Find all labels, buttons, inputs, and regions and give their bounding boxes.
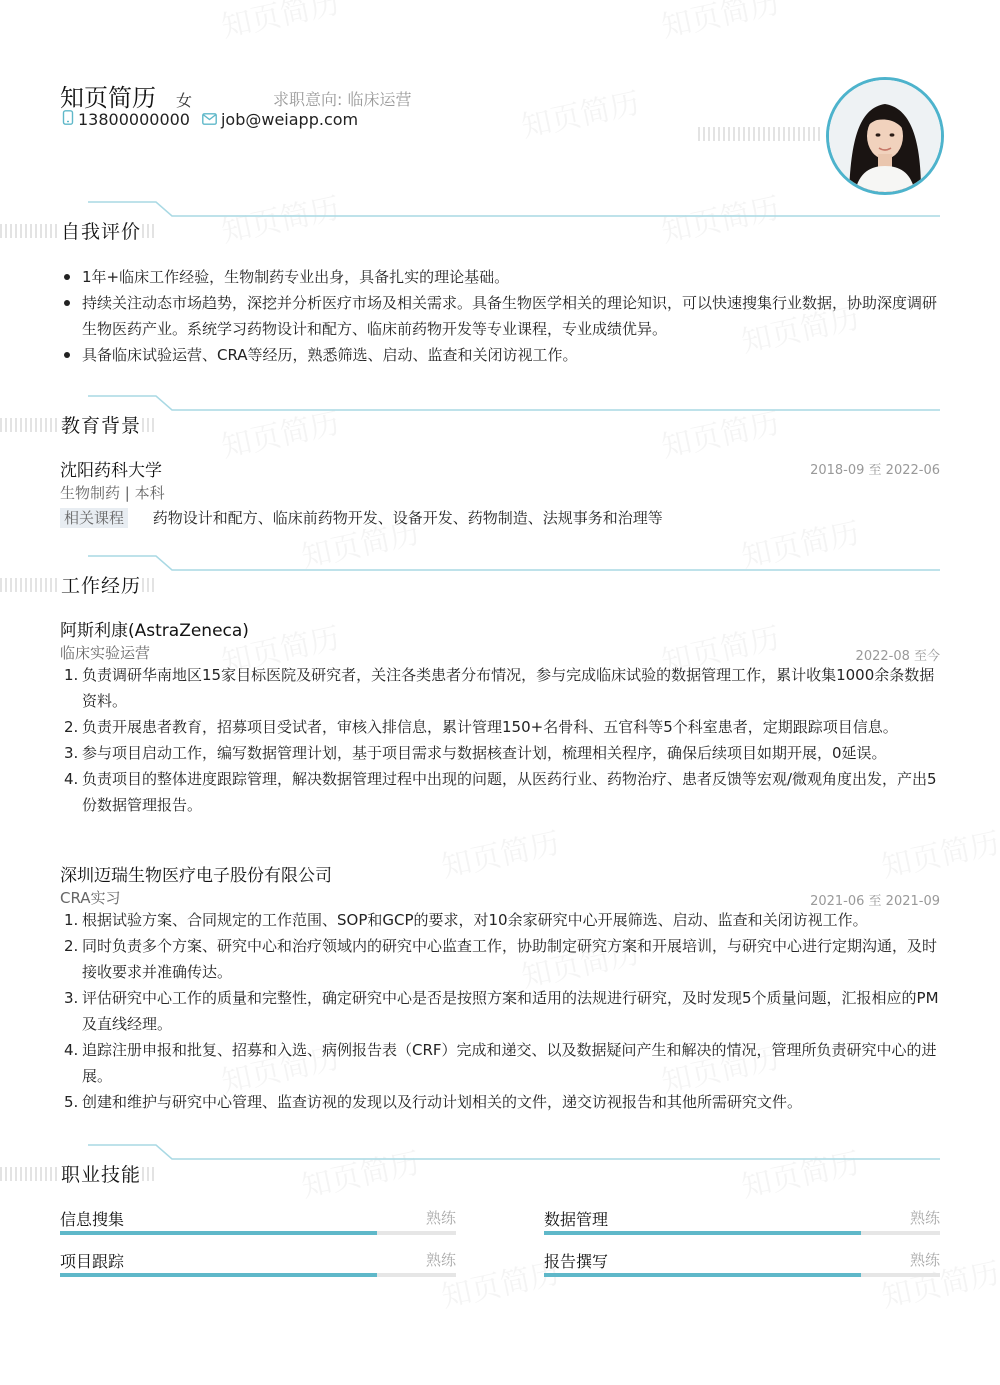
phone-number: 13800000000 (78, 110, 190, 129)
skill-bar-track (544, 1273, 940, 1277)
stripe-decoration (0, 418, 58, 432)
skill-bar-fill (60, 1231, 377, 1235)
watermark (217, 0, 344, 46)
list-item-text: 创建和维护与研究中心管理、监查访视的发现以及行动计划相关的文件，递交访视报告和其他所需研究文件。 (82, 1093, 803, 1111)
list-item-text: 根据试验方案、合同规定的工作范围、SOP和GCP的要求，对10余家研究中心开展筛选、启动、监查和关闭访视工作。 (82, 911, 868, 929)
skill-level: 熟练 (909, 1209, 940, 1227)
list-item: 4. 追踪注册申报和批复、招募和入选、病例报告表（CRF）完成和递交、以及数据疑问产生和解决的情况，管理所负责研究中心的进展。 (64, 1041, 937, 1085)
skill-item (60, 1249, 456, 1279)
avatar (826, 77, 944, 195)
stripe-decoration (142, 578, 156, 592)
list-item: 3. 参与项目启动工作，编写数据管理计划，基于项目需求与数据核查计划，梳理相关程序，确保后续项目如期开展，0延误。 (64, 744, 887, 762)
skill-bar-track (60, 1231, 456, 1235)
skill-level: 熟练 (425, 1209, 456, 1227)
skill-name: 报告撰写 (544, 1252, 609, 1271)
job-date: 2022-08 至今 (855, 649, 940, 664)
list-item: 持续关注动态市场趋势，深挖并分析医疗市场及相关需求。具备生物医学相关的理论知识，可以快速搜集行业数据，协助深度调研生物医药产业。系统学习药物设计和配方、临床前药物开发等专业课程，专业成绩优异。 (60, 290, 940, 342)
job-role: 临床实验运营 (60, 644, 151, 662)
list-item-text: 参与项目启动工作，编写数据管理计划，基于项目需求与数据核查计划，梳理相关程序，确保后续项目如期开展，0延误。 (82, 744, 887, 762)
courses-tag: 相关课程 (60, 508, 128, 528)
section-title: 职业技能 (61, 1164, 142, 1186)
skill-bar-fill (544, 1231, 861, 1235)
list-item-text: 负责开展患者教育，招募项目受试者，审核入排信息，累计管理150+名骨科、五官科等5个科室患者，定期跟踪项目信息。 (82, 718, 898, 736)
list-item: 具备临床试验运营、CRA等经历，熟悉筛选、启动、监查和关闭访视工作。 (60, 342, 940, 368)
job-intent (273, 87, 412, 110)
list-item-text: 评估研究中心工作的质量和完整性，确定研究中心是否是按照方案和适用的法规进行研究，及时发现5个质量问题，汇报相应的PM及直线经理。 (82, 989, 939, 1033)
self-evaluation-list (60, 264, 940, 368)
phone (62, 110, 190, 129)
courses-row (60, 507, 663, 528)
section-title: 自我评价 (61, 221, 142, 243)
job-duties-list (60, 907, 940, 1115)
company-name: 深圳迈瑞生物医疗电子股份有限公司 (60, 866, 332, 886)
section-divider (60, 392, 940, 416)
stripe-decoration (142, 418, 156, 432)
list-item: 1年+临床工作经验，生物制药专业出身，具备扎实的理论基础。 (60, 264, 940, 290)
email-address: job@weiapp.com (220, 110, 359, 129)
list-item: 5. 创建和维护与研究中心管理、监查访视的发现以及行动计划相关的文件，递交访视报告和其他所需研究文件。 (64, 1093, 803, 1111)
list-item: 2. 同时负责多个方案、研究中心和治疗领域内的研究中心监查工作，协助制定研究方案和开展培训，与研究中心进行定期沟通，及时接收要求并准确传达。 (64, 937, 938, 981)
skill-bar-track (544, 1231, 940, 1235)
header-stripe-decoration (698, 127, 823, 141)
courses-text: 药物设计和配方、临床前药物开发、设备开发、药物制造、法规事务和治理等 (152, 509, 663, 527)
section-title: 工作经历 (61, 575, 142, 597)
skill-item (60, 1207, 456, 1237)
skill-bar-fill (60, 1273, 377, 1277)
watermark (877, 818, 1000, 886)
skill-bar-track (60, 1273, 456, 1277)
email (202, 110, 358, 129)
mail-icon (202, 110, 217, 129)
list-item-text: 追踪注册申报和批复、招募和入选、病例报告表（CRF）完成和递交、以及数据疑问产生和解决的情况，管理所负责研究中心的进展。 (82, 1041, 937, 1085)
section-education (0, 392, 1000, 442)
job-date: 2021-06 至 2021-09 (810, 894, 940, 909)
section-self-evaluation (0, 198, 1000, 248)
watermark (437, 818, 564, 886)
list-item: 1. 根据试验方案、合同规定的工作范围、SOP和GCP的要求，对10余家研究中心开展筛选、启动、监查和关闭访视工作。 (64, 911, 868, 929)
stripe-decoration (0, 1167, 58, 1181)
phone-icon (62, 110, 74, 129)
job-intent-value: 临床运营 (347, 90, 412, 109)
section-divider (60, 552, 940, 576)
skill-item (544, 1249, 940, 1279)
section-title: 教育背景 (61, 415, 142, 437)
education-major: 生物制药 | 本科 (60, 484, 165, 502)
stripe-decoration (0, 578, 58, 592)
section-divider (60, 1141, 940, 1165)
company-name: 阿斯利康(AstraZeneca) (60, 621, 249, 641)
section-skills (0, 1141, 1000, 1191)
list-item: 1. 负责调研华南地区15家目标医院及研究者，关注各类患者分布情况，参与完成临床试验的数据管理工作，累计收集1000余条数据资料。 (64, 666, 935, 710)
skill-name: 数据管理 (544, 1210, 609, 1229)
stripe-decoration (142, 224, 156, 238)
stripe-decoration (0, 224, 58, 238)
candidate-name: 知页简历 (60, 84, 156, 112)
skill-name: 信息搜集 (60, 1210, 125, 1229)
list-item: 3. 评估研究中心工作的质量和完整性，确定研究中心是否是按照方案和适用的法规进行研究，及时发现5个质量问题，汇报相应的PM及直线经理。 (64, 989, 939, 1033)
skill-name: 项目跟踪 (60, 1252, 125, 1271)
list-item-text: 负责调研华南地区15家目标医院及研究者，关注各类患者分布情况，参与完成临床试验的数据管理工作，累计收集1000余条数据资料。 (82, 666, 935, 710)
job-intent-label: 求职意向: (273, 90, 343, 109)
section-divider (60, 198, 940, 222)
section-work (0, 552, 1000, 602)
watermark (657, 0, 784, 46)
school-name: 沈阳药科大学 (60, 461, 162, 481)
watermark (517, 78, 644, 146)
contact-info (62, 110, 370, 129)
job-role: CRA实习 (60, 889, 121, 907)
skill-level: 熟练 (425, 1251, 456, 1269)
list-item: 4. 负责项目的整体进度跟踪管理，解决数据管理过程中出现的问题，从医药行业、药物治疗、患者反馈等宏观/微观角度出发，产出5份数据管理报告。 (64, 770, 937, 814)
job-duties-list (60, 662, 940, 818)
skill-level: 熟练 (909, 1251, 940, 1269)
skill-item (544, 1207, 940, 1237)
candidate-gender: 女 (176, 91, 193, 110)
list-item: 2. 负责开展患者教育，招募项目受试者，审核入排信息，累计管理150+名骨科、五官科等5个科室患者，定期跟踪项目信息。 (64, 718, 898, 736)
list-item-text: 同时负责多个方案、研究中心和治疗领域内的研究中心监查工作，协助制定研究方案和开展培训，与研究中心进行定期沟通，及时接收要求并准确传达。 (82, 937, 938, 981)
stripe-decoration (142, 1167, 156, 1181)
list-item-text: 负责项目的整体进度跟踪管理，解决数据管理过程中出现的问题，从医药行业、药物治疗、患者反馈等宏观/微观角度出发，产出5份数据管理报告。 (82, 770, 937, 814)
skill-bar-fill (544, 1273, 861, 1277)
education-date: 2018-09 至 2022-06 (810, 463, 940, 478)
